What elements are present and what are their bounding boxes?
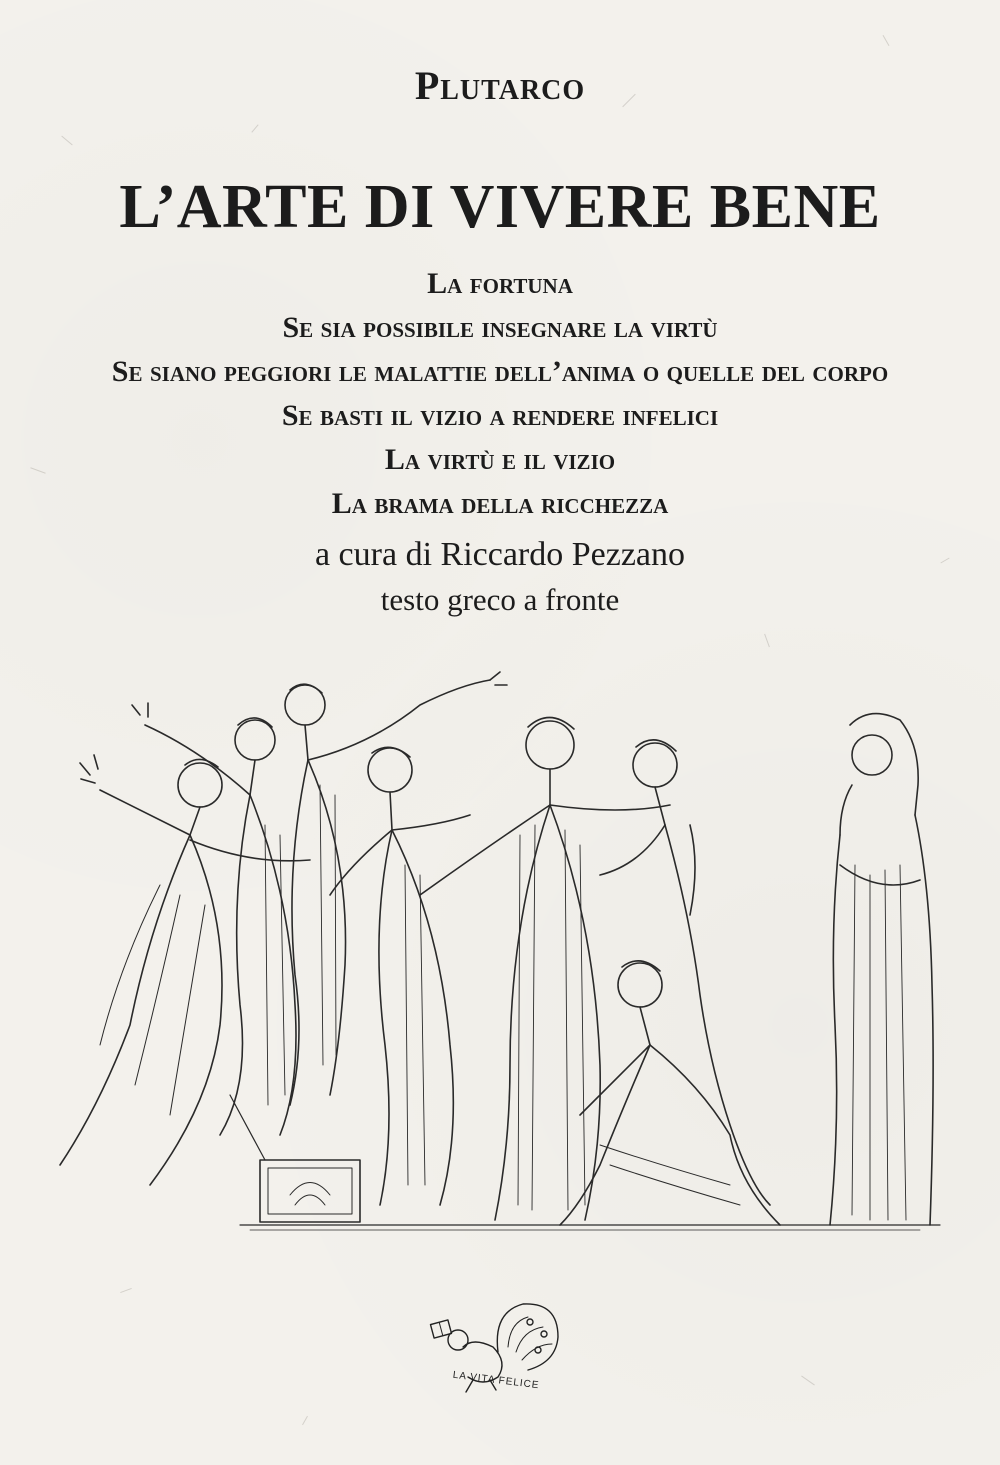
paper-fiber xyxy=(302,1416,308,1425)
paper-fiber xyxy=(801,1376,815,1386)
contents-item: Se basti il vizio a rendere infelici xyxy=(281,399,719,432)
figure-looking-up-woman xyxy=(330,747,470,1205)
publisher-logo-banner: LA VITA FELICE xyxy=(452,1369,540,1392)
contents-item: La brama della ricchezza xyxy=(331,487,669,520)
paper-fiber xyxy=(883,35,890,46)
figure-kneeling-woman xyxy=(560,961,780,1225)
author-name: Plutarco xyxy=(414,63,586,108)
figure-raised-arm-woman xyxy=(285,672,507,1105)
classical-engraving-illustration xyxy=(40,665,960,1245)
paper-fiber xyxy=(120,1288,132,1293)
contents-item: Se sia possibile insegnare la virtù xyxy=(282,311,718,344)
contents-list xyxy=(0,262,1000,526)
paper-fiber xyxy=(764,634,770,647)
paper-fiber xyxy=(251,124,258,132)
contents-item: La fortuna xyxy=(427,267,573,300)
casket xyxy=(230,1095,360,1222)
figure-central-standing-woman xyxy=(420,717,670,1220)
book-title: L’ARTE DI VIVERE BENE xyxy=(119,173,881,241)
contents-item: Se siano peggiori le malattie dell’anima o quelle del corpo xyxy=(111,355,889,388)
edition-note: testo greco a fronte xyxy=(380,582,620,617)
paper-fiber xyxy=(61,136,72,146)
figure-flying-woman xyxy=(60,755,310,1185)
contents-item: La virtù e il vizio xyxy=(384,443,616,476)
figure-veiled-woman xyxy=(830,714,933,1225)
editor-credit: a cura di Riccardo Pezzano xyxy=(314,536,686,573)
